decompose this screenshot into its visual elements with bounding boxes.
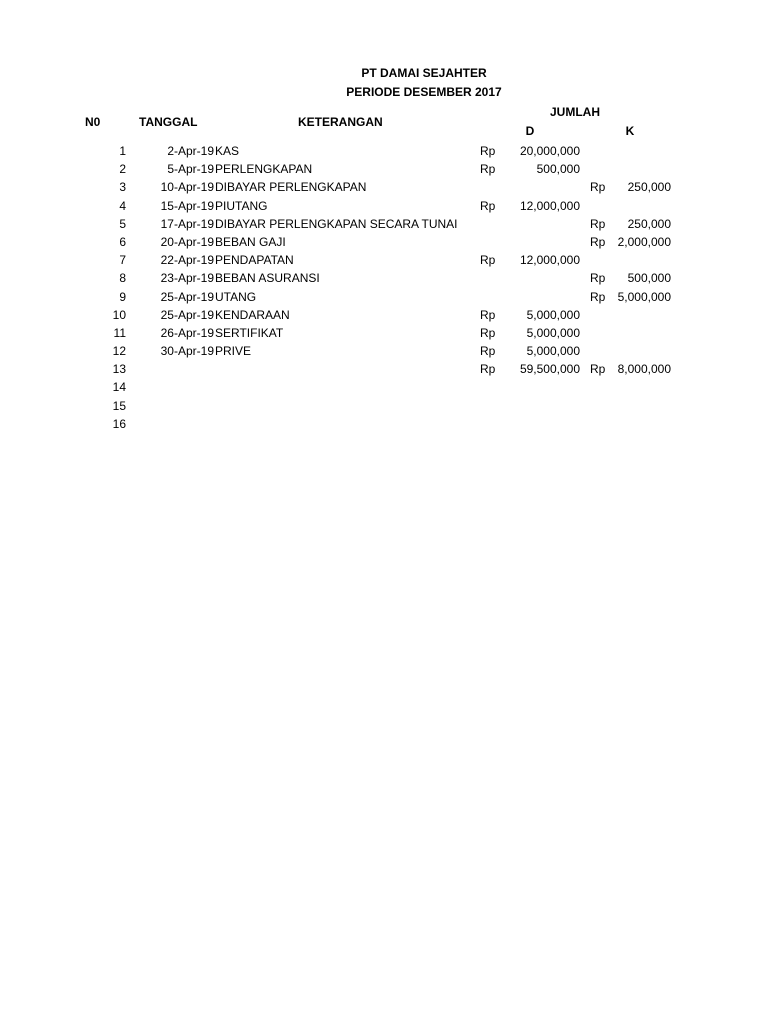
row-description: DIBAYAR PERLENGKAPAN [215, 180, 367, 195]
row-debit-amount: 12,000,000 [519, 253, 580, 268]
table-row [0, 161, 768, 179]
row-debit-amount: 500,000 [536, 162, 580, 177]
table-row [0, 234, 768, 252]
row-number: 12 [112, 344, 126, 359]
column-header-no: N0 [85, 115, 101, 129]
row-date: 10-Apr-19 [160, 180, 214, 195]
column-header-kredit: K [625, 124, 635, 138]
row-credit-amount: 500,000 [627, 271, 671, 286]
row-date: 5-Apr-19 [167, 162, 214, 177]
table-row [0, 325, 768, 343]
row-debit-amount: 20,000,000 [519, 144, 580, 158]
table-row [0, 179, 768, 197]
row-number: 9 [119, 289, 126, 304]
row-number: 7 [119, 253, 126, 268]
row-credit-currency: Rp [590, 289, 606, 304]
row-debit-currency: Rp [480, 344, 496, 359]
row-debit-amount: 12,000,000 [519, 198, 580, 213]
row-description: UTANG [215, 289, 257, 304]
row-credit-amount: 250,000 [627, 180, 671, 195]
row-description: SERTIFIKAT [215, 325, 284, 340]
row-number: 8 [119, 271, 126, 286]
report-period: PERIODE DESEMBER 2017 [346, 85, 502, 99]
column-header-debit: D [525, 124, 535, 138]
table-row [0, 252, 768, 270]
table-row [0, 307, 768, 325]
table-row [0, 416, 768, 434]
row-description: PENDAPATAN [215, 253, 294, 268]
row-date: 20-Apr-19 [160, 234, 214, 249]
row-credit-currency: Rp [590, 180, 606, 195]
table-row [0, 216, 768, 234]
table-row [0, 270, 768, 288]
row-number: 15 [112, 398, 126, 413]
row-description: PERLENGKAPAN [215, 162, 313, 177]
row-debit-currency: Rp [480, 307, 496, 322]
row-description: PIUTANG [215, 198, 268, 213]
row-credit-amount: 250,000 [627, 216, 671, 231]
row-credit-currency: Rp [590, 362, 606, 377]
table-row [0, 361, 768, 379]
row-debit-amount: 59,500,000 [519, 362, 580, 377]
row-number: 5 [119, 216, 126, 231]
row-credit-amount: 5,000,000 [617, 289, 671, 304]
table-row [0, 398, 768, 416]
row-number: 10 [112, 307, 126, 322]
row-credit-currency: Rp [590, 234, 606, 249]
row-number: 11 [113, 325, 126, 340]
row-date: 17-Apr-19 [160, 216, 214, 231]
row-description: PRIVE [215, 344, 252, 359]
row-debit-amount: 5,000,000 [526, 344, 580, 359]
row-debit-currency: Rp [480, 253, 496, 268]
row-debit-currency: Rp [480, 162, 496, 177]
row-number: 2 [119, 162, 126, 177]
row-credit-currency: Rp [590, 271, 606, 286]
row-debit-amount: 5,000,000 [526, 325, 580, 340]
row-description: KAS [215, 144, 240, 158]
row-debit-currency: Rp [480, 325, 496, 340]
row-number: 16 [112, 416, 126, 431]
table-row [0, 289, 768, 307]
table-row [0, 343, 768, 361]
row-number: 3 [119, 180, 126, 195]
table-row [0, 379, 768, 397]
row-number: 6 [119, 234, 126, 249]
row-date: 25-Apr-19 [160, 307, 214, 322]
row-description: DIBAYAR PERLENGKAPAN SECARA TUNAI [215, 216, 458, 231]
row-date: 2-Apr-19 [167, 144, 214, 158]
row-credit-amount: 2,000,000 [617, 234, 671, 249]
row-description: KENDARAAN [215, 307, 290, 322]
row-debit-amount: 5,000,000 [526, 307, 580, 322]
row-date: 26-Apr-19 [160, 325, 214, 340]
row-date: 15-Apr-19 [160, 198, 214, 213]
column-header-jumlah: JUMLAH [550, 105, 600, 119]
row-debit-currency: Rp [480, 198, 496, 213]
column-header-tanggal: TANGGAL [139, 115, 198, 129]
row-date: 23-Apr-19 [160, 271, 214, 286]
row-number: 4 [119, 198, 126, 213]
row-date: 30-Apr-19 [160, 344, 214, 359]
table-row [0, 198, 768, 216]
row-credit-amount: 8,000,000 [617, 362, 671, 377]
row-date: 22-Apr-19 [160, 253, 214, 268]
row-description: BEBAN ASURANSI [215, 271, 320, 286]
row-credit-currency: Rp [590, 216, 606, 231]
row-debit-currency: Rp [480, 362, 496, 377]
row-debit-currency: Rp [480, 144, 496, 158]
table-row [0, 143, 768, 161]
row-date: 25-Apr-19 [160, 289, 214, 304]
row-number: 14 [112, 380, 126, 395]
row-description: BEBAN GAJI [215, 234, 286, 249]
row-number: 1 [119, 144, 126, 158]
company-name: PT DAMAI SEJAHTER [361, 66, 487, 80]
row-number: 13 [112, 362, 126, 377]
column-header-keterangan: KETERANGAN [298, 115, 383, 129]
journal-rows [0, 143, 768, 434]
